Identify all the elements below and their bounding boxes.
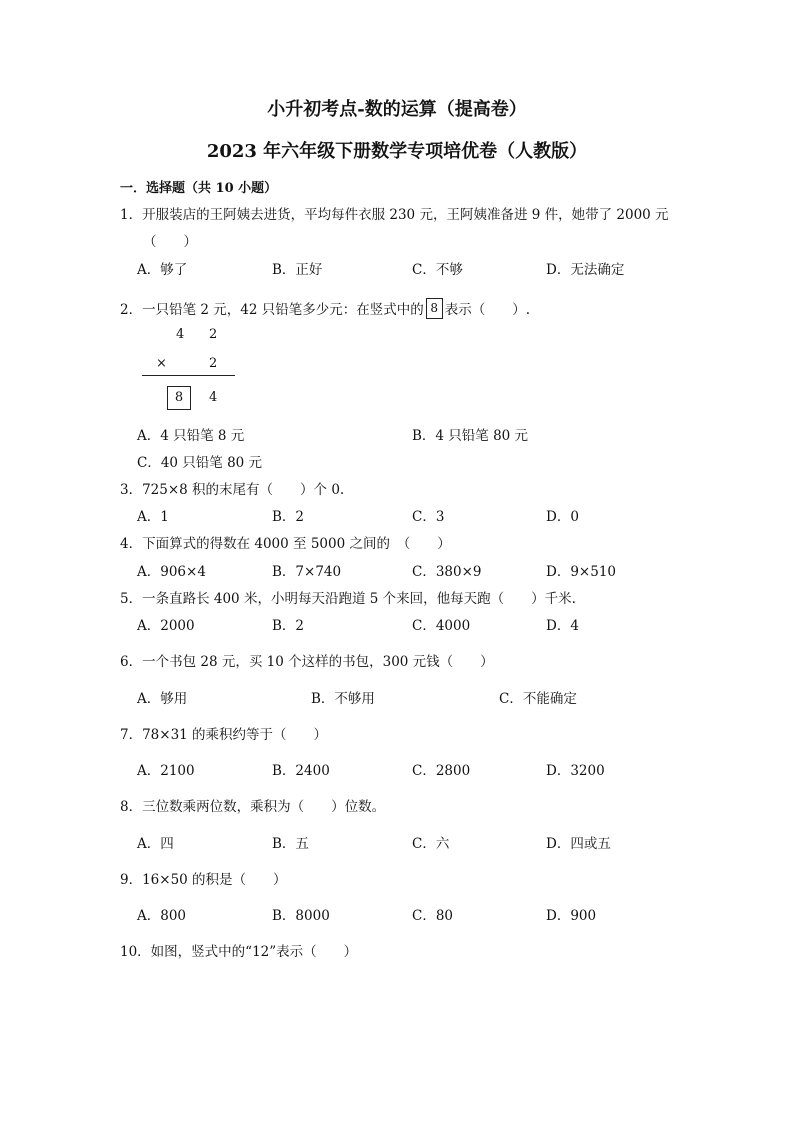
question-4-option-b[interactable]: B．7×740 xyxy=(272,564,342,580)
question-3-option-d[interactable]: D．0 xyxy=(546,509,579,525)
question-1-option-b[interactable]: B．正好 xyxy=(272,262,323,278)
question-6-option-b[interactable]: B．不够用 xyxy=(311,691,375,707)
multiply-sign: × xyxy=(156,356,167,371)
question-1-option-d[interactable]: D．无法确定 xyxy=(546,262,625,278)
boxed-digit: 8 xyxy=(426,298,443,319)
question-1-stem: 1．开服装店的王阿姨去进货，平均每件衣服 230 元，王阿姨准备进 9 件，她带了 2000 元 xyxy=(120,207,669,223)
question-8-option-a[interactable]: A．四 xyxy=(137,836,174,852)
question-9-option-d[interactable]: D．900 xyxy=(546,908,597,924)
question-7-option-c[interactable]: C．2800 xyxy=(412,763,471,779)
question-3-option-c[interactable]: C．3 xyxy=(412,509,445,525)
question-4-option-c[interactable]: C．380×9 xyxy=(412,564,482,580)
question-7-stem: 7．78×31 的乘积约等于（ ） xyxy=(120,727,328,743)
product-boxed-digit: 8 xyxy=(167,386,191,410)
question-5-option-a[interactable]: A．2000 xyxy=(137,618,195,634)
question-6-option-c[interactable]: C．不能确定 xyxy=(499,691,577,707)
question-6-option-a[interactable]: A．够用 xyxy=(137,691,188,707)
question-2-option-c[interactable]: C．40 只铅笔 80 元 xyxy=(137,455,263,471)
question-3-option-b[interactable]: B．2 xyxy=(272,509,305,525)
question-2-option-a[interactable]: A．4 只铅笔 8 元 xyxy=(137,428,245,444)
question-1-option-c[interactable]: C．不够 xyxy=(412,262,463,278)
question-5-option-d[interactable]: D．4 xyxy=(546,618,579,634)
question-2-stem xyxy=(120,298,530,319)
document-title: 小升初考点-数的运算（提高卷） xyxy=(267,99,527,120)
vertical-rule xyxy=(142,375,235,376)
question-10-stem: 10．如图，竖式中的“12”表示（ ） xyxy=(120,944,358,960)
question-5-stem: 5．一条直路长 400 米，小明每天沿跑道 5 个来回，他每天跑（ ）千米. xyxy=(120,591,576,607)
multiplicand-tens: 4 xyxy=(176,327,185,342)
question-4-stem: 4．下面算式的得数在 4000 至 5000 之间的 （ ） xyxy=(120,536,451,552)
multiplier: 2 xyxy=(209,356,218,371)
question-7-option-a[interactable]: A．2100 xyxy=(137,763,195,779)
question-9-option-c[interactable]: C．80 xyxy=(412,908,454,924)
question-1-blank: （ ） xyxy=(143,234,197,250)
question-4-option-d[interactable]: D．9×510 xyxy=(546,564,616,580)
question-8-stem: 8．三位数乘两位数，乘积为（ ）位数。 xyxy=(120,799,386,815)
question-8-option-c[interactable]: C．六 xyxy=(412,836,450,852)
question-2-stem-after: 表示（ ）. xyxy=(444,302,531,318)
question-8-option-d[interactable]: D．四或五 xyxy=(546,836,611,852)
question-5-option-b[interactable]: B．2 xyxy=(272,618,305,634)
question-9-option-b[interactable]: B．8000 xyxy=(272,908,330,924)
multiplicand-ones: 2 xyxy=(209,327,218,342)
question-4-option-a[interactable]: A．906×4 xyxy=(137,564,206,580)
question-3-option-a[interactable]: A．1 xyxy=(137,509,169,525)
question-5-option-c[interactable]: C．4000 xyxy=(412,618,471,634)
question-6-stem: 6．一个书包 28 元，买 10 个这样的书包，300 元钱（ ） xyxy=(120,654,494,670)
document-subtitle: 2023 年六年级下册数学专项培优卷（人教版） xyxy=(206,141,588,162)
question-3-stem: 3．725×8 积的末尾有（ ）个 0. xyxy=(120,482,345,498)
question-8-option-b[interactable]: B．五 xyxy=(272,836,309,852)
question-2-option-b[interactable]: B．4 只铅笔 80 元 xyxy=(412,428,529,444)
question-1-option-a[interactable]: A．够了 xyxy=(137,262,188,278)
question-9-stem: 9．16×50 的积是（ ） xyxy=(120,872,287,888)
question-2-stem-before: 2．一只铅笔 2 元，42 只铅笔多少元：在竖式中的 xyxy=(120,302,424,318)
product-ones: 4 xyxy=(209,390,218,405)
question-7-option-b[interactable]: B．2400 xyxy=(272,763,330,779)
section-heading: 一．选择题（共 10 小题） xyxy=(120,181,278,196)
question-7-option-d[interactable]: D．3200 xyxy=(546,763,605,779)
question-9-option-a[interactable]: A．800 xyxy=(137,908,187,924)
